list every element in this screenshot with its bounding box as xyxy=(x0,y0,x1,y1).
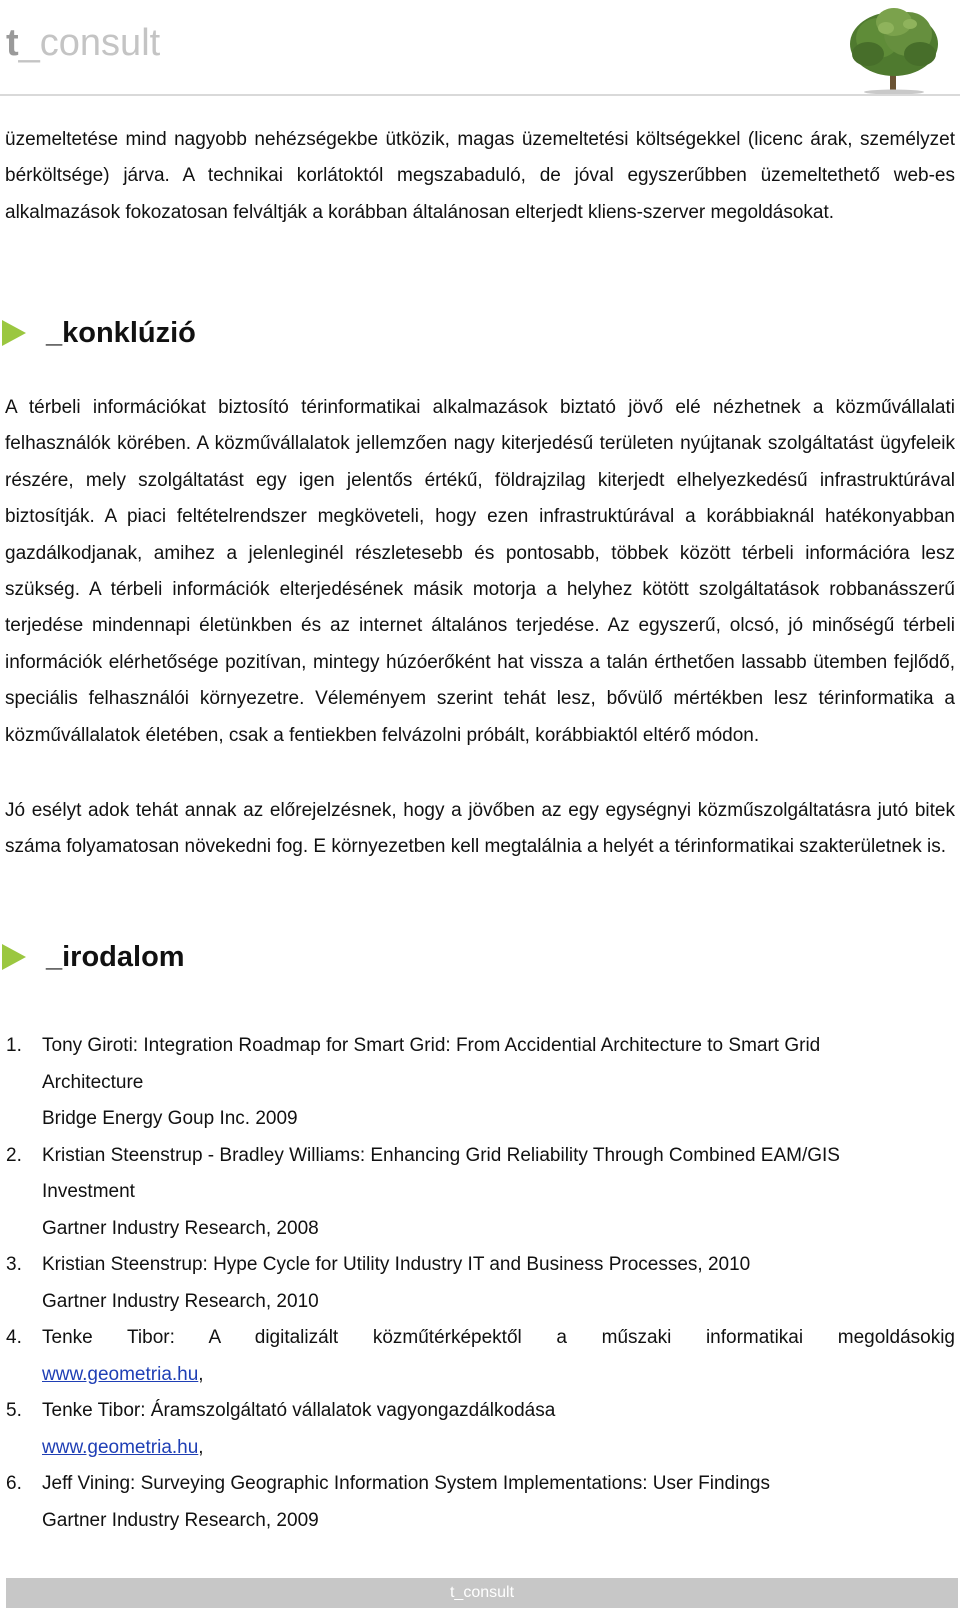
reference-item xyxy=(0,1247,955,1320)
conclusion-paragraph-2: Jó esélyt adok tehát annak az előrejelzésnek, hogy a jövőben az egy egységnyi közműszolgáltatásra jutó bitek száma folyamatosan növekedni fog. E környezetben kell megtalálnia a helyét a térinformatikai szakterületnek is. xyxy=(5,800,955,858)
reference-item xyxy=(0,1466,955,1539)
reference-link-line xyxy=(42,1430,955,1467)
reference-link[interactable]: www.geometria.hu xyxy=(42,1363,199,1385)
reference-list xyxy=(0,1028,955,1539)
reference-link-line xyxy=(42,1357,955,1394)
reference-publisher: Gartner Industry Research, 2010 xyxy=(42,1290,319,1312)
tree-icon xyxy=(838,4,950,94)
section-heading-conclusion xyxy=(2,313,196,353)
reference-number: 3. xyxy=(6,1254,22,1275)
page-header xyxy=(0,0,960,96)
reference-item xyxy=(0,1393,955,1466)
reference-number: 6. xyxy=(6,1473,22,1494)
reference-item xyxy=(0,1320,955,1393)
company-logo xyxy=(6,22,160,65)
intro-paragraph: üzemeltetése mind nagyobb nehézségekbe ütközik, magas üzemeltetési költségekkel (licenc árak, személyzet bérköltsége) járva. A technikai korlátoktól megszabaduló, de jóval egyszerűbben üzemeltethető web-es alkalmazások fokozatosan felváltják a korábban általánosan elterjedt kliens-szerver megoldásokat. xyxy=(5,129,955,223)
heading-literature-text: _irodalom xyxy=(46,940,185,973)
reference-publisher: Gartner Industry Research, 2009 xyxy=(42,1509,319,1531)
triangle-bullet-icon xyxy=(2,320,26,346)
reference-link-suffix: , xyxy=(198,1436,204,1458)
reference-publisher: Bridge Energy Goup Inc. 2009 xyxy=(42,1108,298,1129)
header-divider xyxy=(0,94,960,96)
reference-link[interactable]: www.geometria.hu xyxy=(42,1436,199,1458)
conclusion-paragraph-1: A térbeli információkat biztosító térinformatikai alkalmazások biztató jövő elé nézhetnek a közművállalati felhasználók körében. A közművállalatok jellemzően nagy kiterjedésű területen nyújtanak szolgáltatást ügyfeleik részére, mely szolgáltatást egy igen jelentős értékű, földrajzilag kiterjedt elhelyezkedésű infrastruktúrával biztosítják. A piaci feltételrendszer megköveteli, hogy ezen infrastruktúrával a korábbiaknál hatékonyabban gazdálkodjanak, amihez a jelenleginél részletesebb és pontosabb, többek között térbeli információra lesz szükség. A térbeli információk elterjedésének másik motorja a helyhez kötött szolgáltatások robbanásszerű terjedése mindennapi életünkben és az internet általános terjedése. Az egyszerű, olcsó, jó minőségű térbeli információk elérhetősége pozitívan, mintegy húzóerőként hat vissza a talán érthetően lassabb ütemben fejlődő, speciális felhasználói környezetre. Véleményem szerint tehát lesz, bővülő mértékben lesz térinformatika a közművállalatok életében, csak a fentiekben felvázolni próbált, korábbiaktól eltérő módon. xyxy=(5,397,955,746)
reference-title: Tenke Tibor: Áramszolgáltató vállalatok vagyongazdálkodása xyxy=(42,1400,556,1421)
reference-title: Kristian Steenstrup - Bradley Williams: Enhancing Grid Reliability Through Combined EAM/GIS xyxy=(42,1144,840,1166)
reference-title-cont: Investment xyxy=(42,1181,135,1202)
reference-number: 4. xyxy=(6,1327,22,1348)
footer-text: t_consult xyxy=(449,1584,515,1601)
logo-prefix: t xyxy=(6,22,19,64)
heading-conclusion-text: _konklúzió xyxy=(46,316,196,349)
reference-title: Tenke Tibor: A digitalizált közműtérképektől a műszaki informatikai megoldásokig xyxy=(42,1327,955,1348)
reference-number: 1. xyxy=(6,1035,22,1056)
reference-link-suffix: , xyxy=(198,1363,204,1385)
reference-title: Kristian Steenstrup: Hype Cycle for Utility Industry IT and Business Processes, 2010 xyxy=(42,1254,751,1275)
page-footer xyxy=(6,1578,958,1608)
logo-suffix: _consult xyxy=(18,22,161,64)
reference-title: Jeff Vining: Surveying Geographic Information System Implementations: User Findings xyxy=(42,1473,770,1494)
reference-number: 5. xyxy=(6,1400,22,1421)
section-heading-literature xyxy=(2,937,185,977)
reference-title: Tony Giroti: Integration Roadmap for Smart Grid: From Accidential Architecture to Smart Grid xyxy=(42,1035,821,1056)
reference-item xyxy=(0,1028,955,1138)
reference-item xyxy=(0,1138,955,1248)
reference-title-cont: Architecture xyxy=(42,1071,144,1093)
reference-publisher: Gartner Industry Research, 2008 xyxy=(42,1217,319,1239)
triangle-bullet-icon xyxy=(2,944,26,970)
reference-number: 2. xyxy=(6,1144,22,1166)
